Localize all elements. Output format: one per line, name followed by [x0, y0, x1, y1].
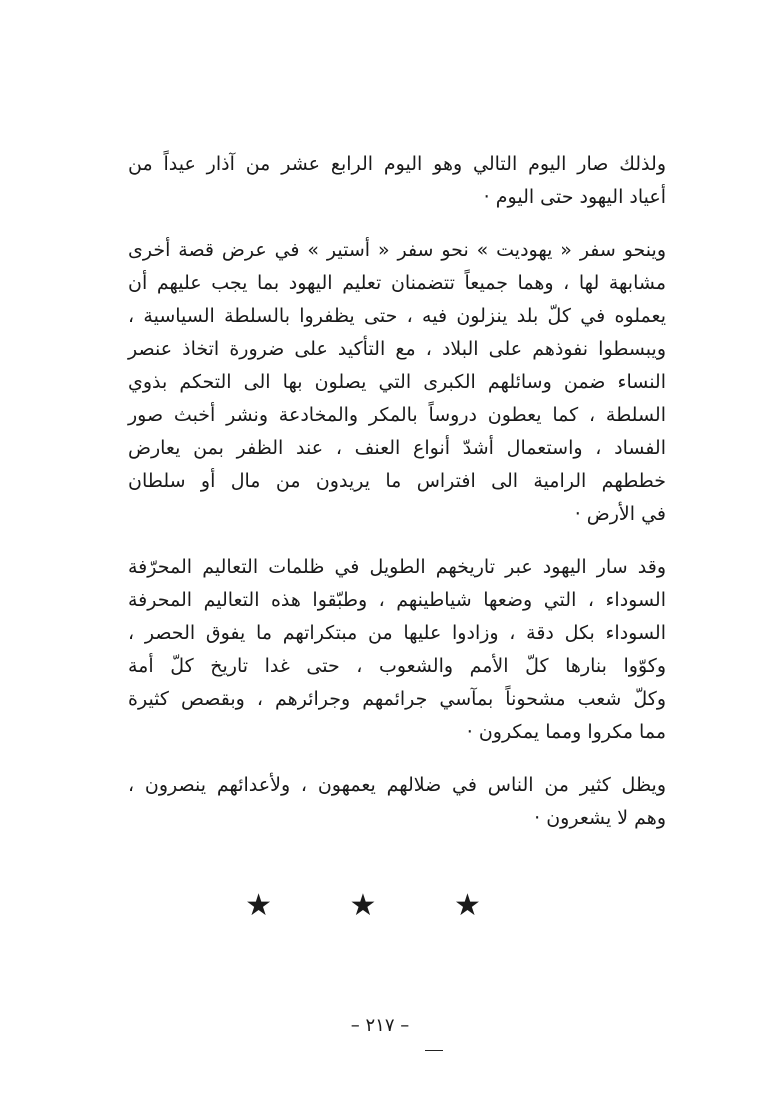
text-line: ويظل كثير من الناس في ضلالهم يعمهون ، ولأعدائهم ينصرون ،: [128, 774, 666, 796]
page-number-underline: [425, 1050, 443, 1051]
text-line: ولذلك صار اليوم التالي وهو اليوم الرابع عشر من آذار عيداً من: [128, 153, 666, 175]
text-line: يعملوه في كلّ بلد ينزلون فيه ، حتى يظفروا بالسلطة السياسية ،: [128, 305, 666, 327]
paragraph-2: [128, 234, 666, 531]
text-line: ويبسطوا نفوذهم على البلاد ، مع التأكيد على ضرورة اتخاذ عنصر: [128, 338, 666, 360]
section-separator: ★ ★ ★: [245, 888, 515, 923]
text-line: السوداء ، التي وضعها شياطينهم ، وطبّقوا هذه التعاليم المحرفة: [128, 589, 666, 611]
text-line: وكوّوا بنارها كلّ الأمم والشعوب ، حتى غدا تاريخ كلّ أمة: [128, 655, 666, 677]
text-line: وينحو سفر « يهوديت » نحو سفر « أستير » في عرض قصة أخرى: [128, 239, 666, 261]
paragraph-3: [128, 551, 666, 749]
paragraph-4: [128, 769, 666, 835]
text-line: الفساد ، واستعمال أشدّ أنواع العنف ، عند الظفر بمن يعارض: [128, 437, 666, 459]
page-number: – ٢١٧ –: [350, 1015, 410, 1036]
text-line: وقد سار اليهود عبر تاريخهم الطويل في ظلمات التعاليم المحرّفة: [128, 556, 666, 578]
text-line: خططهم الرامية الى افتراس ما يريدون من مال أو سلطان: [128, 470, 666, 492]
text-line: السوداء بكل دقة ، وزادوا عليها من مبتكراتهم ما يفوق الحصر ،: [128, 622, 666, 644]
text-line: النساء ضمن وسائلهم الكبرى التي يصلون بها الى التحكم بذوي: [128, 371, 666, 393]
text-line: مما مكروا ومما يمكرون ·: [466, 721, 666, 743]
text-line: أعياد اليهود حتى اليوم ·: [483, 186, 666, 208]
text-line: في الأرض ·: [574, 503, 666, 525]
text-line: وكلّ شعب مشحوناً بمآسي جرائمهم وجرائرهم ، وبقصص كثيرة: [128, 688, 666, 710]
text-line: السلطة ، كما يعطون دروساً بالمكر والمخادعة ونشر أخبث صور: [128, 404, 666, 426]
paragraph-1: [128, 148, 666, 214]
text-line: مشابهة لها ، وهما جميعاً تتضمنان تعليم اليهود بما يجب عليهم أن: [128, 272, 666, 294]
text-line: وهم لا يشعرون ·: [534, 807, 666, 829]
body-text: [128, 148, 666, 855]
